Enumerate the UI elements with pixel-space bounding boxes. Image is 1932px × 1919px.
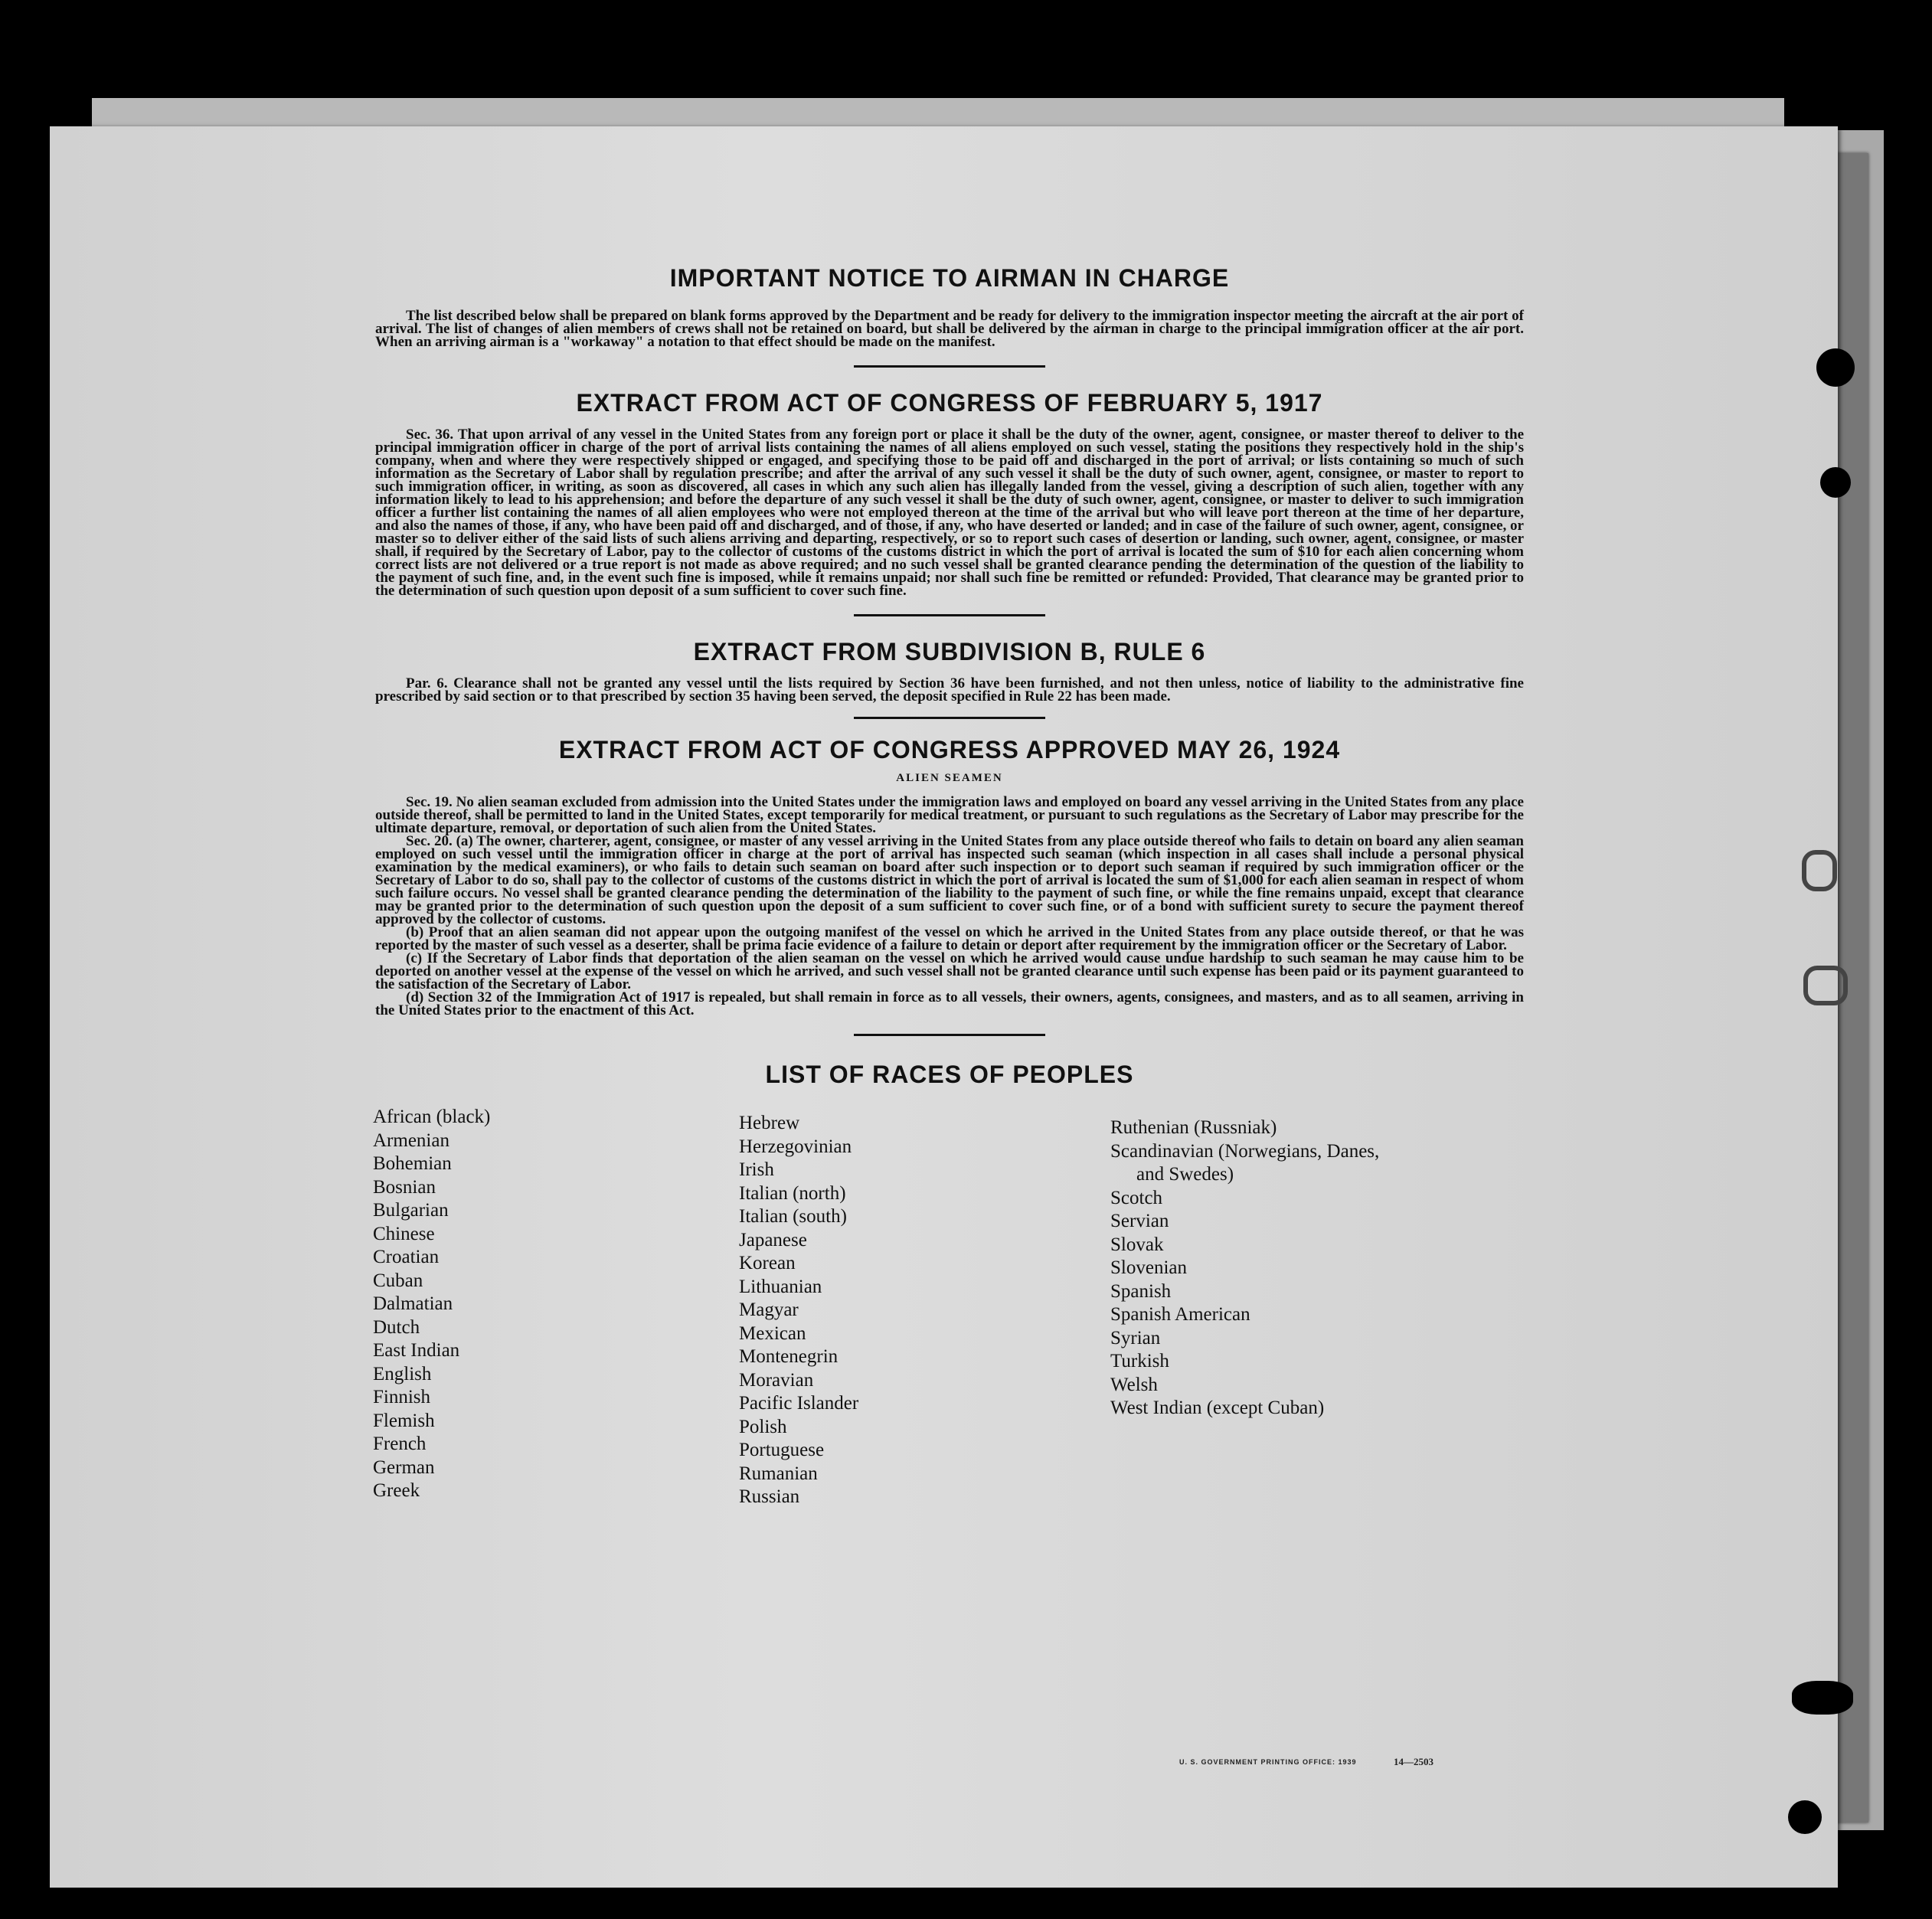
races-column-2 bbox=[739, 1112, 1110, 1509]
race-item: French bbox=[373, 1434, 427, 1454]
section-divider bbox=[854, 365, 1045, 368]
race-item: Welsh bbox=[1110, 1374, 1158, 1395]
race-item: Slovenian bbox=[1110, 1257, 1187, 1278]
races-section bbox=[375, 1061, 1524, 1509]
race-item: Bohemian bbox=[373, 1153, 452, 1174]
race-item: Hebrew bbox=[739, 1113, 800, 1133]
race-item: Syrian bbox=[1110, 1327, 1161, 1349]
section-20c-text: (c) If the Secretary of Labor finds that deportation of the alien seaman on the vessel on which he arrived would cause undue hardship to such seaman he may cause him to be deported on another vessel at the expense of the vessel on which he arrived, and such vessel shall not be granted clearance until such expense has been paid or its payment guaranteed to the satisfaction of the Secretary of Labor. bbox=[375, 950, 1524, 992]
race-item: West Indian (except Cuban) bbox=[1110, 1398, 1325, 1418]
race-item: African (black) bbox=[373, 1107, 491, 1127]
races-column-3 bbox=[1110, 1116, 1493, 1509]
race-item: Herzegovinian bbox=[739, 1136, 852, 1157]
section-divider bbox=[854, 1034, 1045, 1036]
printing-office-imprint: U. S. GOVERNMENT PRINTING OFFICE: 1939 bbox=[1179, 1758, 1357, 1766]
race-item: Moravian bbox=[739, 1369, 814, 1391]
race-item: Italian (south) bbox=[739, 1206, 847, 1227]
races-title: LIST OF RACES OF PEOPLES bbox=[765, 1061, 1134, 1088]
race-item: Korean bbox=[739, 1253, 796, 1273]
race-item: Spanish bbox=[1110, 1280, 1172, 1302]
race-item: Bulgarian bbox=[373, 1200, 449, 1221]
section-20d-text: (d) Section 32 of the Immigration Act of 1917 is repealed, but shall remain in force as to all vessels, their owners, agents, consignees, and masters, and as to all seamen, arriving in the United States prior to the enactment of this Act. bbox=[375, 989, 1524, 1018]
race-item: Italian (north) bbox=[739, 1182, 846, 1204]
race-item: Montenegrin bbox=[739, 1346, 839, 1367]
binder-clip bbox=[1803, 966, 1848, 1005]
punch-hole bbox=[1820, 467, 1851, 498]
race-item: Portuguese bbox=[739, 1440, 825, 1460]
extract-1924-section bbox=[375, 736, 1524, 1017]
notice-text: The list described below shall be prepared on blank forms approved by the Department and be ready for delivery to the immigration inspector meeting the aircraft at the air port of arrival. The list of changes of alien members of crews shall not be retained on board, but shall be delivered by the airman in charge to the principal immigration officer at the air port. When an arriving airman is a "workaway" a notation to that effect should be made on the manifest. bbox=[375, 308, 1524, 350]
extract-1917-section bbox=[375, 389, 1524, 597]
race-item: Japanese bbox=[739, 1229, 807, 1250]
race-item: Finnish bbox=[373, 1387, 431, 1407]
race-item: Dutch bbox=[373, 1316, 420, 1338]
extract-1917-title: EXTRACT FROM ACT OF CONGRESS OF FEBRUARY 5, 1917 bbox=[576, 389, 1323, 417]
alien-seamen-subtitle: ALIEN SEAMEN bbox=[896, 772, 1003, 784]
race-item: Cuban bbox=[373, 1270, 423, 1291]
document-body bbox=[375, 264, 1524, 1509]
notice-section bbox=[375, 264, 1524, 348]
race-item: Dalmatian bbox=[373, 1293, 453, 1314]
race-item: East Indian bbox=[373, 1340, 460, 1361]
race-item: Greek bbox=[373, 1480, 420, 1501]
race-item: English bbox=[373, 1363, 432, 1384]
par-6-text: Par. 6. Clearance shall not be granted any vessel until the lists required by Section 36 have been furnished, and not then unless, notice of liability to the administrative fine prescribed by said section or to that prescribed by section 35 having been served, the deposit specified in Rule 22 has been made. bbox=[375, 675, 1524, 705]
notice-title: IMPORTANT NOTICE TO AIRMAN IN CHARGE bbox=[669, 264, 1230, 292]
extract-1924-title: EXTRACT FROM ACT OF CONGRESS APPROVED MAY 26, 1924 bbox=[558, 736, 1341, 763]
race-item: Mexican bbox=[739, 1322, 806, 1344]
race-item: German bbox=[373, 1456, 435, 1478]
form-number: 14—2503 bbox=[1394, 1756, 1433, 1767]
race-item: Rumanian bbox=[739, 1463, 818, 1484]
race-item: Chinese bbox=[373, 1223, 435, 1244]
section-20a-text: Sec. 20. (a) The owner, charterer, agent, consignee, or master of any vessel arriving in the United States from any place outside thereof who fails to detain on board any alien seaman employed on such vessel until the immigration officer in charge at the port of arrival has inspected such seaman (which inspection in all cases shall include a personal physical examination by the medical examiners), or who fails to detain such seaman on board after such inspection or to deport such seaman if required by such immigration officer or the Secretary of Labor to do so, shall pay to the collector of customs of the customs district in which the port of arrival is located the sum of $1,000 for each alien seaman in respect of whom such failure occurs. No vessel shall be granted clearance pending the determination of the liability to the payment of such fine, or while the fine remains unpaid, except that clearance may be granted prior to the determination of such question upon the deposit of a sum sufficient to cover such fine, or of a bond with sufficient surety to secure the payment thereof approved by the collector of customs. bbox=[375, 833, 1524, 927]
race-item: Pacific Islander bbox=[739, 1393, 859, 1414]
race-item: Polish bbox=[739, 1416, 787, 1437]
punch-hole bbox=[1788, 1800, 1822, 1834]
race-item: Scandinavian (Norwegians, Danes, bbox=[1110, 1140, 1380, 1162]
race-item: Ruthenian (Russniak) bbox=[1110, 1117, 1277, 1138]
race-item: and Swedes) bbox=[1136, 1164, 1234, 1185]
rule-6-section bbox=[375, 638, 1524, 703]
binder-clip bbox=[1802, 850, 1837, 891]
section-36-text: Sec. 36. That upon arrival of any vessel in the United States from any foreign port or place it shall be the duty of the owner, agent, consignee, or master thereof to deliver to the principal immigration officer in charge of the port of arrival lists containing the names of all aliens employed on such vessel, stating the positions they respectively hold in the ship's company, when and where they were respectively shipped or engaged, and specifying those to be paid off and discharged in the port of arrival; or lists containing so much of such information as the Secretary of Labor shall by regulation prescribe; and after the arrival of any such vessel it shall be the duty of such owner, agent, consignee, or master to report to such immigration officer, in writing, as soon as discovered, all cases in which any such alien has illegally landed from the vessel, giving a description of such alien, together with any information likely to lead to his apprehension; and before the departure of any such vessel it shall be the duty of such owner, agent, consignee, or master to deliver to such immigration officer a further list containing the names of all alien employees who were not employed thereon at the time of the arrival but who will leave port thereon at the time of her departure, and also the names of those, if any, who have been paid off and discharged, and of those, if any, who have deserted or landed; and in case of the failure of such owner, agent, consignee, or master so to deliver either of the said lists of such aliens arriving and departing, respectively, or so to report such cases of desertion or landing, such owner, agent, consignee, or master shall, if required by the Secretary of Labor, pay to the collector of customs of the customs district in which the port of arrival is located the sum of $10 for each alien concerning whom correct lists are not delivered or a true report is not made as above required; and no such vessel shall be granted clearance pending the determination of the question of the liability to the payment of such fine, and, in the event such fine is imposed, while it remains unpaid; nor shall such fine be remitted or refunded: Provided, That clearance may be granted prior to the determination of such question upon deposit of a sum sufficient to cover such fine. bbox=[375, 427, 1524, 599]
race-item: Scotch bbox=[1110, 1187, 1163, 1208]
race-item: Russian bbox=[739, 1486, 800, 1507]
race-item: Croatian bbox=[373, 1247, 440, 1267]
race-item: Armenian bbox=[373, 1129, 449, 1151]
race-item: Spanish American bbox=[1110, 1304, 1250, 1325]
race-item: Turkish bbox=[1110, 1351, 1169, 1371]
races-column-1 bbox=[373, 1106, 739, 1509]
section-divider bbox=[854, 614, 1045, 616]
race-item: Slovak bbox=[1110, 1234, 1164, 1255]
race-item: Lithuanian bbox=[739, 1276, 822, 1297]
section-19-text: Sec. 19. No alien seaman excluded from admission into the United States under the immigration laws and employed on board any vessel arriving in the United States from any place outside thereof, shall be permitted to land in the United States, except temporarily for medical treatment, or pursuant to such regulations as the Secretary of Labor may prescribe for the ultimate departure, removal, or deportation of such alien from the United States. bbox=[375, 794, 1524, 836]
race-item: Bosnian bbox=[373, 1176, 436, 1198]
section-20b-text: (b) Proof that an alien seaman did not appear upon the outgoing manifest of the vessel on which he arrived in the United States from any place outside thereof, or that he was reported by the master of such vessel as a deserter, shall be prima facie evidence of a failure to detain or deport after requirement by the immigration officer or the Secretary of Labor. bbox=[375, 924, 1524, 953]
race-item: Irish bbox=[739, 1159, 774, 1180]
punch-hole bbox=[1816, 348, 1855, 387]
punch-hole bbox=[1792, 1681, 1853, 1715]
race-item: Flemish bbox=[373, 1410, 435, 1431]
races-list bbox=[375, 1106, 1524, 1509]
rule-6-title: EXTRACT FROM SUBDIVISION B, RULE 6 bbox=[693, 638, 1206, 665]
race-item: Servian bbox=[1110, 1211, 1169, 1231]
race-item: Magyar bbox=[739, 1299, 799, 1320]
section-divider bbox=[854, 717, 1045, 719]
